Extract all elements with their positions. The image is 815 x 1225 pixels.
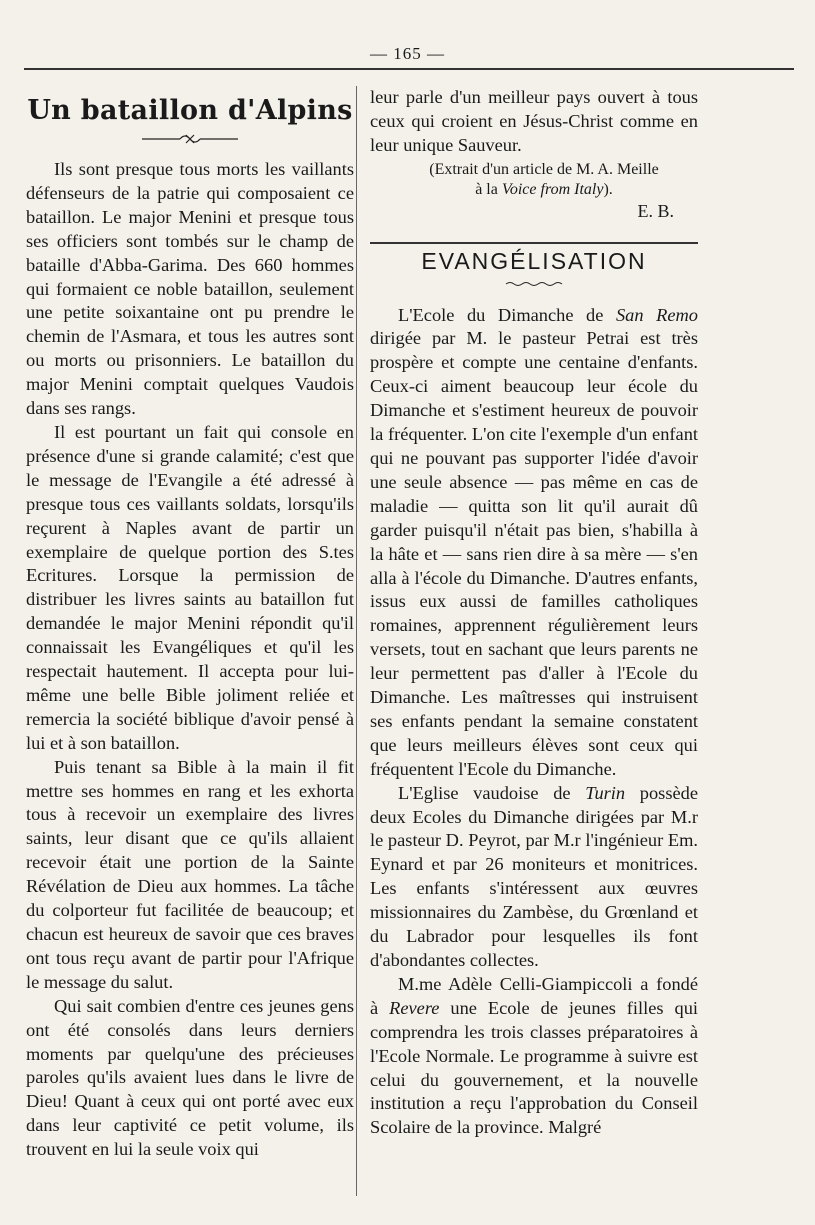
- continuation-paragraph: leur parle d'un meilleur pays ouvert à tous ceux qui croient en Jésus-Christ comme en leur unique Sauveur.: [370, 87, 698, 155]
- section-title: EVANGÉLISATION: [421, 247, 647, 274]
- source-prefix: à la: [475, 180, 502, 198]
- ornament-icon: [140, 132, 240, 146]
- paragraph: Qui sait combien d'entre ces jeunes gens ont été consolés dans leurs derniers moments par quelqu'une des précieuses paroles qu'ils avaient lues dans le livre de Dieu! Quant à ceux qui ont porté avec eux dans leur captivité ce petit volume, ils trouvent en lui la seule voix qui: [26, 995, 354, 1160]
- small-ornament-icon: [504, 280, 564, 288]
- text-run: L'Eglise vaudoise de: [398, 782, 586, 803]
- section-separator: [370, 242, 698, 244]
- text-run: L'Ecole du Dimanche de: [398, 304, 616, 325]
- paragraph: [370, 973, 698, 1140]
- paragraph: Ils sont presque tous morts les vaillants défenseurs de la patrie qui composaient ce bataillon. Le major Menini et presque tous ses officiers sont tombés sur le champ de bataille d'Abba-Garima. Des 660 hommes qui formaient ce noble bataillon, seulement une petite soixantaine ont pu prendre le chemin de l'Asmara, et tous les autres sont ou morts ou prisonniers. Le bataillon du major Menini comptait quelques Vaudois dans ses rangs.: [26, 159, 354, 419]
- paragraph: [370, 782, 698, 973]
- page-number: — 165 —: [370, 44, 445, 63]
- source-publication: Voice from Italy: [501, 180, 604, 198]
- column-divider: [356, 86, 357, 1196]
- paragraph: Il est pourtant un fait qui console en présence d'une si grande calamité; c'est que le message de l'Evangile a été adressé à presque tous ces vaillants soldats, lorsqu'ils reçurent à Naples avant de partir un exemplaire de quelque portion des S.tes Ecritures. Lorsque la permission de distribuer les livres saints au bataillon fut demandée le major Menini répondit qu'il connaissait les Evangéliques et qu'il les respectait hautement. Il accepta pour lui-même une belle Bible joliment reliée et remercia la société biblique d'avoir pensé à lui et à son bataillon.: [26, 421, 354, 753]
- source-suffix: ).: [603, 180, 613, 198]
- italic-term: Turin: [585, 782, 626, 803]
- text-run: une Ecole de jeunes filles qui comprendra les trois classes préparatoires à l'Ecole Normale. Le programme à suivre est celui du gouvernement, et la nouvelle institution a reçu l'approbation du Conseil Scolaire de la province. Malgré: [370, 997, 698, 1138]
- article-title: Un bataillon d'Alpins: [27, 95, 353, 126]
- source-note: [370, 160, 698, 200]
- text-run: dirigée par M. le pasteur Petrai est très prospère et compte une centaine d'enfants. Ceux-ci aiment beaucoup leur école du Dimanche et s'estiment heureux de pouvoir la fréquenter. L'on cite l'exemple d'un enfant qui ne pouvant pas supporter l'idée d'avoir une seule absence — pas même en cas de maladie — quitta son lit qu'il aurait dû garder puisqu'il n'était pas bien, s'habilla à la hâte et — sans rien dire à sa mère — s'en alla à l'école du Dimanche. D'autres enfants, issus eux aussi de familles catholiques romaines, apprennent régulièrement leurs versets, tout en sachant que leurs parents ne leur permettent pas d'aller à l'Ecole du Dimanche. Les maîtresses qui instruisent ses enfants pendant la semaine constatent que leurs meilleurs élèves sont ceux qui fréquentent l'Ecole du Dimanche.: [370, 328, 698, 779]
- paragraph: Puis tenant sa Bible à la main il fit mettre ses hommes en rang et les exhorta tous à recevoir un exemplaire des livres saints, leur disant que ce qu'ils allaient recevoir était une portion de la Sainte Révélation de Dieu aux hommes. La tâche du colporteur fut facilitée de beaucoup; et chacun est heureux de savoir que ces braves ont tous reçu avant de partir pour l'Afrique le message du salut.: [26, 756, 354, 992]
- source-line-1: (Extrait d'un article de M. A. Meille: [429, 160, 659, 178]
- top-rule: [24, 68, 794, 70]
- text-run: M.me Adèle Celli-Giampiccoli a fondé à: [370, 973, 698, 1018]
- left-column: [26, 86, 354, 1162]
- italic-term: Revere: [389, 997, 440, 1018]
- paragraph: [370, 304, 698, 782]
- italic-term: San Remo: [615, 304, 699, 325]
- text-run: possède deux Ecoles du Dimanche dirigées par M.r le pasteur D. Peyrot, par M.r l'ingénieur Em. Eynard et par 26 moniteurs et monitrices. Les enfants s'intéressent aux œuvres missionnaires du Zambèse, du Grœnland et du Labrador pour lesquelles ils font d'abondantes collectes.: [370, 782, 698, 970]
- signature: E. B.: [637, 200, 674, 221]
- right-column: [370, 86, 698, 1140]
